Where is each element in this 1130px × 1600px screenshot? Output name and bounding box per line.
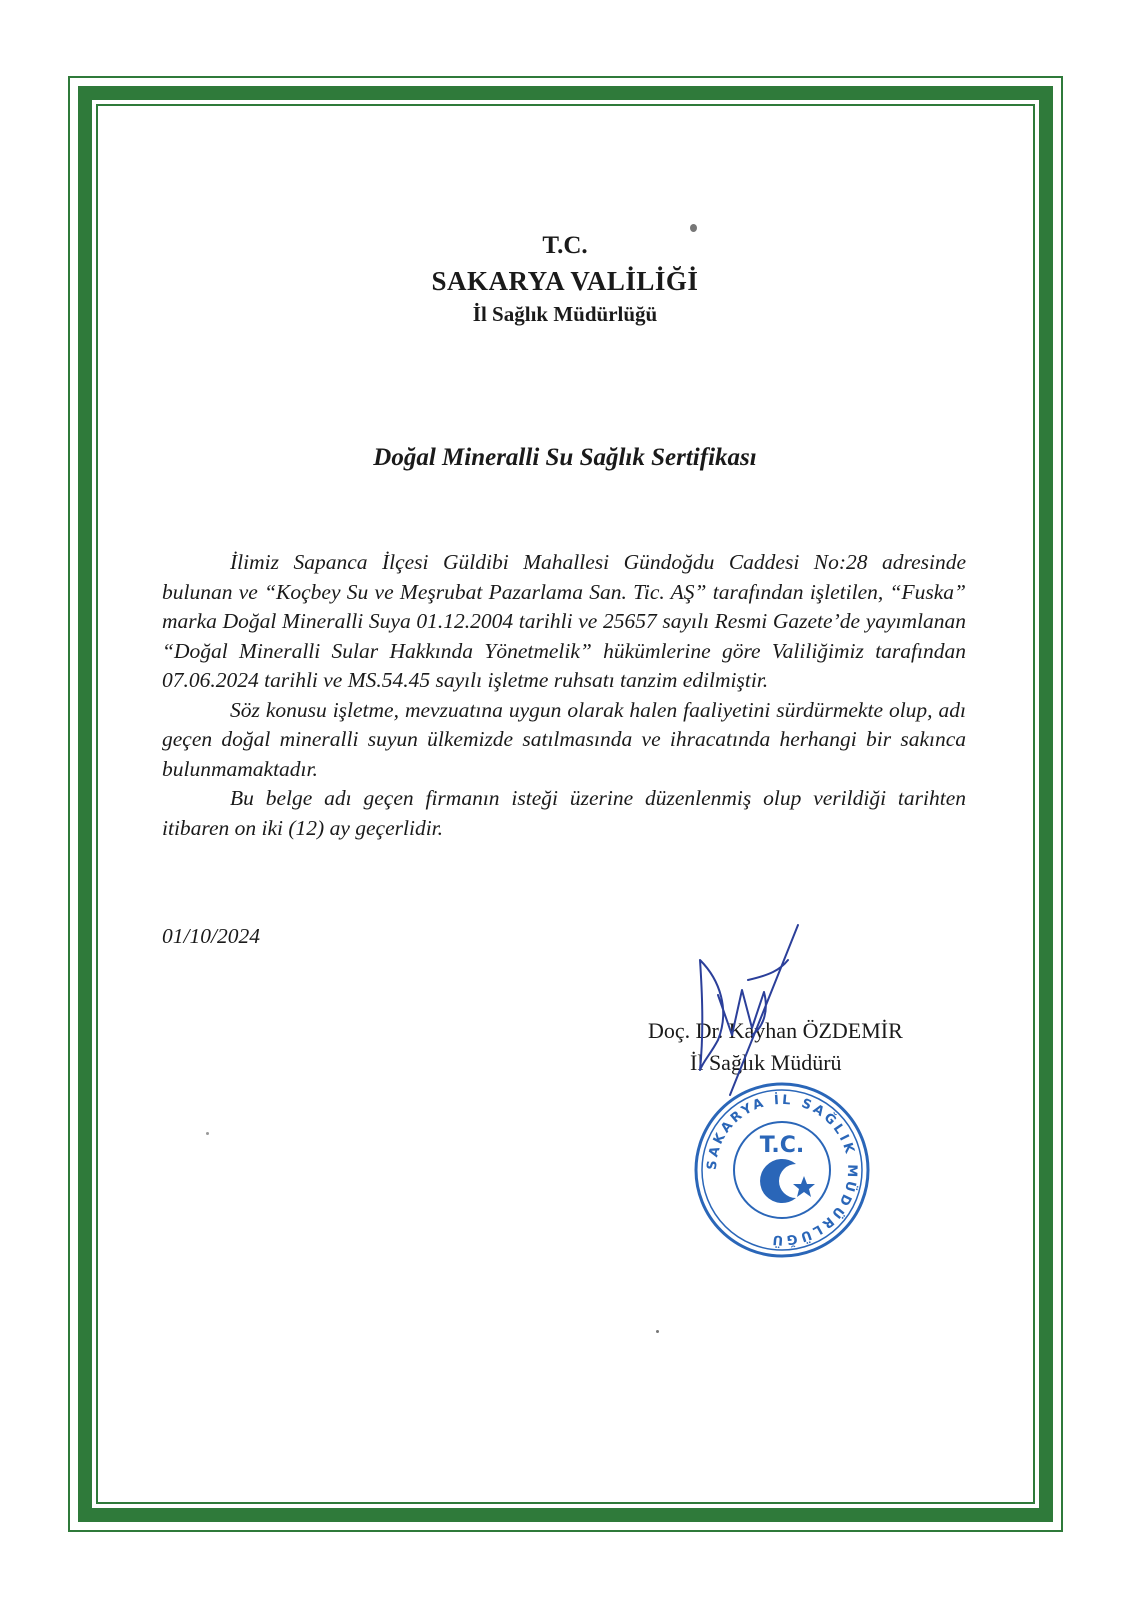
issue-date: 01/10/2024 xyxy=(162,924,260,948)
star-icon xyxy=(793,1176,815,1197)
official-stamp xyxy=(692,1080,872,1260)
scan-speck xyxy=(690,224,697,232)
stamp-ring-text: SAKARYA İL SAĞLIK MÜDÜRLÜĞÜ xyxy=(704,1092,860,1248)
body-paragraph: Bu belge adı geçen firmanın isteği üzerine düzenlenmiş olup verildiği tarihten itibaren on iki (12) ay geçerlidir. xyxy=(162,786,966,840)
scan-speck xyxy=(656,1330,659,1333)
crescent-icon xyxy=(760,1159,796,1203)
body-paragraph: İlimiz Sapanca İlçesi Güldibi Mahallesi Gündoğdu Caddesi No:28 adresinde bulunan ve “Koçbey Su ve Meşrubat Pazarlama San. Tic. AŞ” tarafından işletilen, “Fuska” marka Doğal Mineralli Suya 01.12.2004 tarihli ve 25657 sayılı Resmi Gazete’de yayımlanan “Doğal Mineralli Sular Hakkında Yönetmelik” hükümlerine göre Valiliğimiz tarafından 07.06.2024 tarihli ve MS.54.45 sayılı işletme ruhsatı tanzim edilmiştir. xyxy=(162,550,966,692)
document-title: Doğal Mineralli Su Sağlık Sertifikası xyxy=(373,444,757,471)
header-tc: T.C. xyxy=(542,232,588,259)
header-department: İl Sağlık Müdürlüğü xyxy=(472,302,658,326)
scan-speck xyxy=(206,1132,209,1135)
body-paragraph: Söz konusu işletme, mevzuatına uygun olarak halen faaliyetini sürdürmekte olup, adı geçen doğal mineralli suyun ülkemizde satılmasında ve ihracatında herhangi bir sakınca bulunmamaktadır. xyxy=(162,697,966,781)
stamp-center-text: T.C. xyxy=(759,1133,805,1158)
signatory-title: İl Sağlık Müdürü xyxy=(690,1050,842,1075)
signatory-name: Doç. Dr. Kayhan ÖZDEMİR xyxy=(648,1018,903,1043)
document-body xyxy=(162,548,966,843)
header-province: SAKARYA VALİLİĞİ xyxy=(431,266,699,296)
